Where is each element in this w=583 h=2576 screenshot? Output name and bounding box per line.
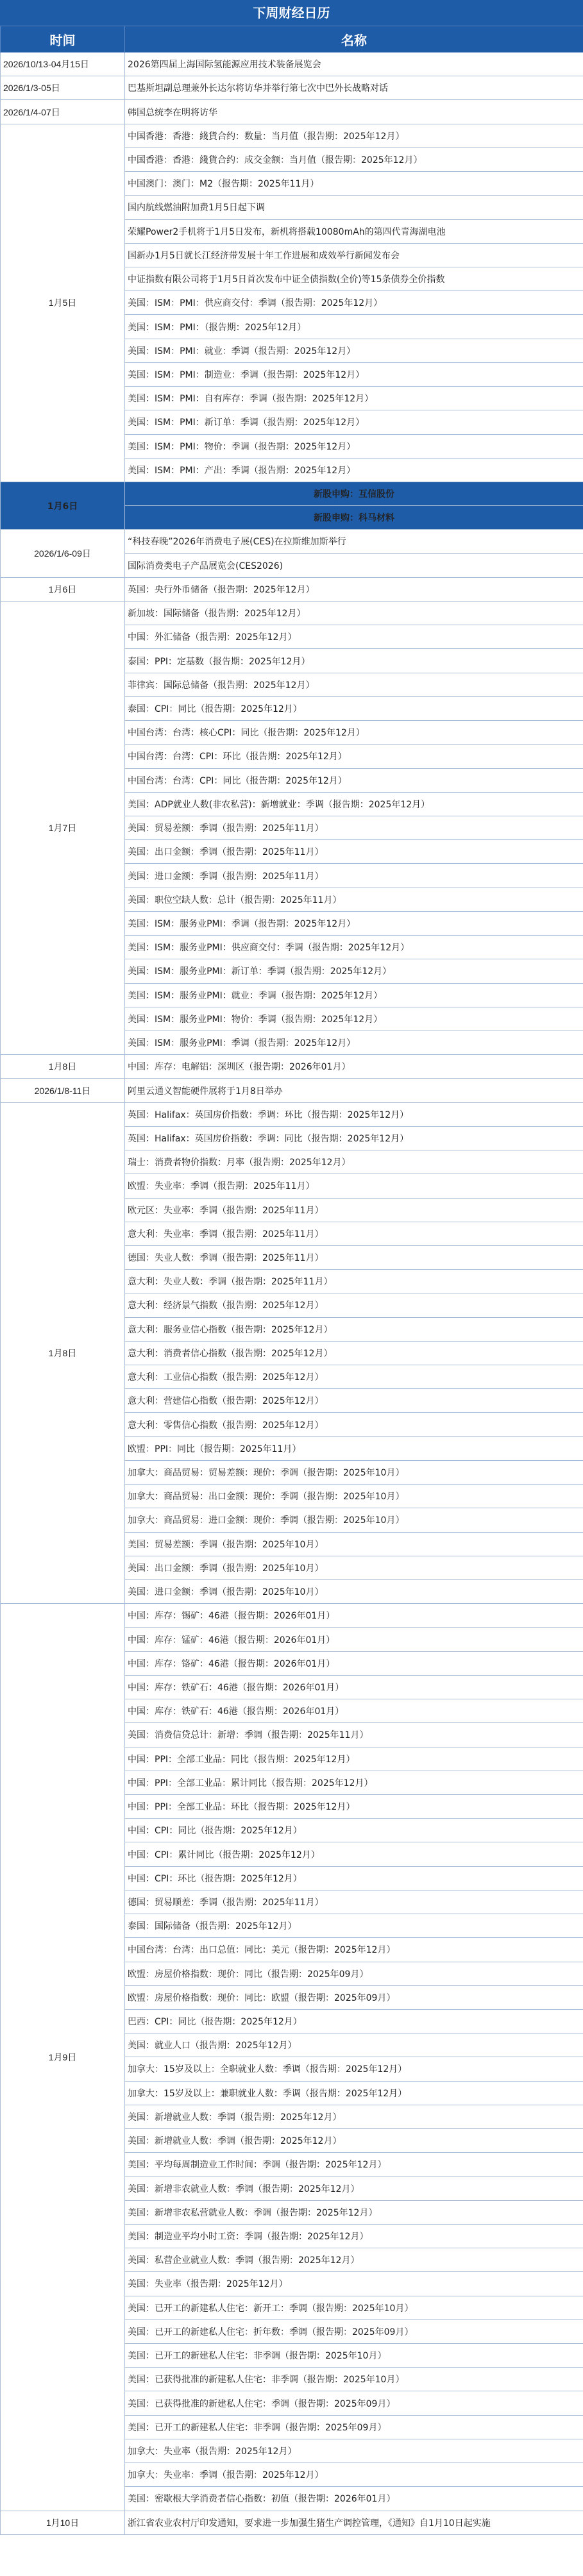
- table-row: [1, 53, 583, 76]
- event-cell: 意大利：失业人数：季调（报告期：2025年11月）: [125, 1270, 583, 1293]
- date-cell: 2026/10/13-04月15日: [1, 53, 125, 76]
- page-title: 下周财经日历: [0, 0, 583, 26]
- table-row: [1, 602, 583, 625]
- table-row: [1, 1079, 583, 1102]
- event-cell: 国内航线燃油附加费1月5日起下调: [125, 196, 583, 219]
- event-cell: 美国：出口金额：季调（报告期：2025年10月）: [125, 1556, 583, 1579]
- event-cell: 韩国总统李在明将访华: [125, 100, 583, 124]
- date-cell: 1月7日: [1, 602, 125, 1055]
- date-cell: 1月8日: [1, 1055, 125, 1079]
- ipo-date-cell: 1月6日: [1, 482, 125, 529]
- event-cell: 中国台湾：台湾：CPI：同比（报告期：2025年12月）: [125, 768, 583, 792]
- event-cell: 加拿大：15岁及以上：全职就业人数：季调（报告期：2025年12月）: [125, 2057, 583, 2081]
- event-cell: 美国：新增非农私营就业人数：季调（报告期：2025年12月）: [125, 2200, 583, 2224]
- column-header-time: 时间: [1, 26, 125, 53]
- event-cell: 泰国：PPI：定基数（报告期：2025年12月）: [125, 649, 583, 673]
- event-cell: 美国：已开工的新建私人住宅：非季调（报告期：2025年10月）: [125, 2344, 583, 2368]
- date-cell: 2026/1/4-07日: [1, 100, 125, 124]
- event-cell: 美国：职位空缺人数：总计（报告期：2025年11月）: [125, 888, 583, 911]
- event-cell: 中国：库存：锰矿：46港（报告期：2026年01月）: [125, 1628, 583, 1651]
- event-cell: 欧盟：房屋价格指数：现价：同比：欧盟（报告期：2025年09月）: [125, 1985, 583, 2009]
- ipo-item-cell: 新股申购：科马材料: [125, 506, 583, 530]
- table-row: [1, 577, 583, 601]
- event-cell: 国新办1月5日就长江经济带发展十年工作进展和成效举行新闻发布会: [125, 243, 583, 267]
- event-cell: 中国香港：香港：綫貨合约：成交金额：当月值（报告期：2025年12月）: [125, 147, 583, 171]
- date-cell: 2026/1/8-11日: [1, 1079, 125, 1102]
- table-row: [1, 2511, 583, 2534]
- event-cell: 加拿大：商品贸易：进口金额：现价：季调（报告期：2025年10月）: [125, 1508, 583, 1532]
- event-cell: 美国：新增非农就业人数：季调（报告期：2025年12月）: [125, 2176, 583, 2200]
- event-cell: 中国：库存：铬矿：46港（报告期：2026年01月）: [125, 1651, 583, 1675]
- event-cell: 意大利：消费者信心指数（报告期：2025年12月）: [125, 1341, 583, 1365]
- event-cell: 美国：制造业平均小时工资：季调（报告期：2025年12月）: [125, 2224, 583, 2248]
- event-cell: 中国香港：香港：綫貨合约：数量：当月值（报告期：2025年12月）: [125, 124, 583, 147]
- event-cell: 美国：已获得批准的新建私人住宅：非季调（报告期：2025年10月）: [125, 2368, 583, 2391]
- calendar-body: [1, 53, 583, 2535]
- event-cell: 中国澳门：澳门：M2（报告期：2025年11月）: [125, 172, 583, 196]
- event-cell: 新加坡：国际储备（报告期：2025年12月）: [125, 602, 583, 625]
- event-cell: 美国：消费信贷总计：新增：季调（报告期：2025年11月）: [125, 1723, 583, 1747]
- date-cell: 1月9日: [1, 1604, 125, 2511]
- event-cell: 美国：新增就业人数：季调（报告期：2025年12月）: [125, 2129, 583, 2153]
- event-cell: 英国：央行外币储备（报告期：2025年12月）: [125, 577, 583, 601]
- event-cell: 泰国：CPI：同比（报告期：2025年12月）: [125, 696, 583, 720]
- event-cell: 巴基斯坦副总理兼外长达尔将访华并举行第七次中巴外长战略对话: [125, 76, 583, 100]
- event-cell: 英国：Halifax：英国房价指数：季调：环比（报告期：2025年12月）: [125, 1102, 583, 1126]
- ipo-row: [1, 482, 583, 505]
- event-cell: 中国：CPI：累计同比（报告期：2025年12月）: [125, 1842, 583, 1866]
- event-cell: 中国：外汇储备（报告期：2025年12月）: [125, 625, 583, 649]
- calendar-table: [0, 26, 583, 2535]
- event-cell: 英国：Halifax：英国房价指数：季调：同比（报告期：2025年12月）: [125, 1126, 583, 1150]
- event-cell: 加拿大：商品贸易：出口金额：现价：季调（报告期：2025年10月）: [125, 1485, 583, 1508]
- event-cell: 美国：已开工的新建私人住宅：新开工：季调（报告期：2025年10月）: [125, 2296, 583, 2319]
- date-cell: 1月6日: [1, 577, 125, 601]
- event-cell: 美国：ISM：PMI：物价：季调（报告期：2025年12月）: [125, 434, 583, 458]
- table-row: [1, 100, 583, 124]
- event-cell: 中国：库存：铁矿石：46港（报告期：2026年01月）: [125, 1675, 583, 1699]
- event-cell: 加拿大：失业率（报告期：2025年12月）: [125, 2439, 583, 2462]
- table-row: [1, 1055, 583, 1079]
- event-cell: 加拿大：失业率：季调（报告期：2025年12月）: [125, 2463, 583, 2487]
- table-row: [1, 530, 583, 553]
- event-cell: 2026第四届上海国际氢能源应用技术装备展览会: [125, 53, 583, 76]
- event-cell: 美国：ISM：PMI：制造业：季调（报告期：2025年12月）: [125, 362, 583, 386]
- event-cell: 中国台湾：台湾：核心CPI：同比（报告期：2025年12月）: [125, 721, 583, 745]
- event-cell: 美国：已获得批准的新建私人住宅：季调（报告期：2025年09月）: [125, 2391, 583, 2415]
- event-cell: 中国：PPI：全部工业品：同比（报告期：2025年12月）: [125, 1747, 583, 1771]
- event-cell: 中国：CPI：同比（报告期：2025年12月）: [125, 1819, 583, 1842]
- date-cell: 1月8日: [1, 1102, 125, 1604]
- event-cell: 加拿大：15岁及以上：兼职就业人数：季调（报告期：2025年12月）: [125, 2081, 583, 2105]
- event-cell: 美国：ISM：PMI：供应商交付：季调（报告期：2025年12月）: [125, 291, 583, 315]
- event-cell: 中国：PPI：全部工业品：环比（报告期：2025年12月）: [125, 1794, 583, 1818]
- event-cell: 美国：就业人口（报告期：2025年12月）: [125, 2033, 583, 2057]
- event-cell: 菲律宾：国际总储备（报告期：2025年12月）: [125, 673, 583, 696]
- event-cell: 美国：私营企业就业人数：季调（报告期：2025年12月）: [125, 2248, 583, 2272]
- event-cell: 德国：失业人数：季调（报告期：2025年11月）: [125, 1245, 583, 1269]
- event-cell: 中国：PPI：全部工业品：累计同比（报告期：2025年12月）: [125, 1771, 583, 1794]
- event-cell: 美国：已开工的新建私人住宅：折年数：季调（报告期：2025年09月）: [125, 2319, 583, 2343]
- event-cell: 欧盟：PPI：同比（报告期：2025年11月）: [125, 1436, 583, 1460]
- event-cell: 美国：ISM：PMI：新订单：季调（报告期：2025年12月）: [125, 410, 583, 434]
- event-cell: 美国：ISM：PMI：就业：季调（报告期：2025年12月）: [125, 339, 583, 362]
- event-cell: 中国：库存：锡矿：46港（报告期：2026年01月）: [125, 1604, 583, 1628]
- date-cell: 1月10日: [1, 2511, 125, 2534]
- event-cell: 泰国：国际储备（报告期：2025年12月）: [125, 1914, 583, 1938]
- event-cell: 美国：ISM：PMI：产出：季调（报告期：2025年12月）: [125, 458, 583, 482]
- event-cell: 欧盟：失业率：季调（报告期：2025年11月）: [125, 1174, 583, 1198]
- event-cell: 中国：库存：铁矿石：46港（报告期：2026年01月）: [125, 1699, 583, 1723]
- event-cell: 中国台湾：台湾：出口总值：同比：美元（报告期：2025年12月）: [125, 1938, 583, 1962]
- event-cell: 美国：平均每周制造业工作时间：季调（报告期：2025年12月）: [125, 2153, 583, 2176]
- event-cell: 美国：ISM：服务业PMI：新订单：季调（报告期：2025年12月）: [125, 959, 583, 983]
- event-cell: 美国：贸易差额：季调（报告期：2025年11月）: [125, 816, 583, 840]
- event-cell: 美国：失业率（报告期：2025年12月）: [125, 2272, 583, 2296]
- event-cell: 意大利：失业率：季调（报告期：2025年11月）: [125, 1222, 583, 1245]
- column-header-name: 名称: [125, 26, 583, 53]
- event-cell: 国际消费类电子产品展览会(CES2026): [125, 553, 583, 577]
- event-cell: 德国：贸易顺差：季调（报告期：2025年11月）: [125, 1890, 583, 1914]
- event-cell: 美国：密歇根大学消费者信心指数：初值（报告期：2026年01月）: [125, 2487, 583, 2511]
- event-cell: 美国：ISM：PMI：自有库存：季调（报告期：2025年12月）: [125, 387, 583, 410]
- table-row: [1, 76, 583, 100]
- event-cell: 意大利：营建信心指数（报告期：2025年12月）: [125, 1389, 583, 1413]
- event-cell: 美国：出口金额：季调（报告期：2025年11月）: [125, 840, 583, 864]
- event-cell: 美国：ISM：服务业PMI：供应商交付：季调（报告期：2025年12月）: [125, 936, 583, 959]
- event-cell: 美国：ISM：PMI：（报告期：2025年12月）: [125, 315, 583, 339]
- event-cell: 美国：ADP就业人数(非农私营)：新增就业：季调（报告期：2025年12月）: [125, 792, 583, 816]
- event-cell: 荣耀Power2手机将于1月5日发布，新机将搭载10080mAh的第四代青海湖电池: [125, 219, 583, 243]
- event-cell: 巴西：CPI：同比（报告期：2025年12月）: [125, 2009, 583, 2033]
- event-cell: 中国：CPI：环比（报告期：2025年12月）: [125, 1866, 583, 1890]
- table-row: [1, 1604, 583, 1628]
- event-cell: 中国：库存：电解铝：深圳区（报告期：2026年01月）: [125, 1055, 583, 1079]
- event-cell: 瑞士：消费者物价指数：月率（报告期：2025年12月）: [125, 1150, 583, 1174]
- event-cell: “科技春晚”2026年消费电子展(CES)在拉斯维加斯举行: [125, 530, 583, 553]
- event-cell: 美国：贸易差额：季调（报告期：2025年10月）: [125, 1532, 583, 1556]
- event-cell: 美国：ISM：服务业PMI：季调（报告期：2025年12月）: [125, 1031, 583, 1054]
- event-cell: 意大利：工业信心指数（报告期：2025年12月）: [125, 1365, 583, 1389]
- table-row: [1, 1102, 583, 1126]
- event-cell: 美国：已开工的新建私人住宅：非季调（报告期：2025年09月）: [125, 2415, 583, 2439]
- event-cell: 意大利：服务业信心指数（报告期：2025年12月）: [125, 1317, 583, 1341]
- event-cell: 中国台湾：台湾：CPI：环比（报告期：2025年12月）: [125, 745, 583, 768]
- event-cell: 加拿大：商品贸易：贸易差额：现价：季调（报告期：2025年10月）: [125, 1460, 583, 1484]
- event-cell: 阿里云通义智能硬件展将于1月8日举办: [125, 1079, 583, 1102]
- table-row: [1, 124, 583, 147]
- event-cell: 美国：ISM：服务业PMI：季调（报告期：2025年12月）: [125, 911, 583, 935]
- date-cell: 2026/1/3-05日: [1, 76, 125, 100]
- event-cell: 浙江省农业农村厅印发通知，要求进一步加强生猪生产调控管理，《通知》自1月10日起实施: [125, 2511, 583, 2534]
- event-cell: 美国：进口金额：季调（报告期：2025年10月）: [125, 1580, 583, 1604]
- ipo-item-cell: 新股申购：互信股份: [125, 482, 583, 505]
- event-cell: 意大利：经济景气指数（报告期：2025年12月）: [125, 1293, 583, 1317]
- date-cell: 2026/1/6-09日: [1, 530, 125, 577]
- event-cell: 美国：进口金额：季调（报告期：2025年11月）: [125, 864, 583, 888]
- event-cell: 欧元区：失业率：季调（报告期：2025年11月）: [125, 1198, 583, 1222]
- event-cell: 美国：ISM：服务业PMI：物价：季调（报告期：2025年12月）: [125, 1007, 583, 1031]
- header-row: [1, 26, 583, 53]
- event-cell: 欧盟：房屋价格指数：现价：同比（报告期：2025年09月）: [125, 1962, 583, 1985]
- event-cell: 中证指数有限公司将于1月5日首次发布中证全债指数(全价)等15条债券全价指数: [125, 267, 583, 290]
- event-cell: 美国：新增就业人数：季调（报告期：2025年12月）: [125, 2105, 583, 2128]
- date-cell: 1月5日: [1, 124, 125, 482]
- event-cell: 意大利：零售信心指数（报告期：2025年12月）: [125, 1413, 583, 1436]
- event-cell: 美国：ISM：服务业PMI：就业：季调（报告期：2025年12月）: [125, 983, 583, 1007]
